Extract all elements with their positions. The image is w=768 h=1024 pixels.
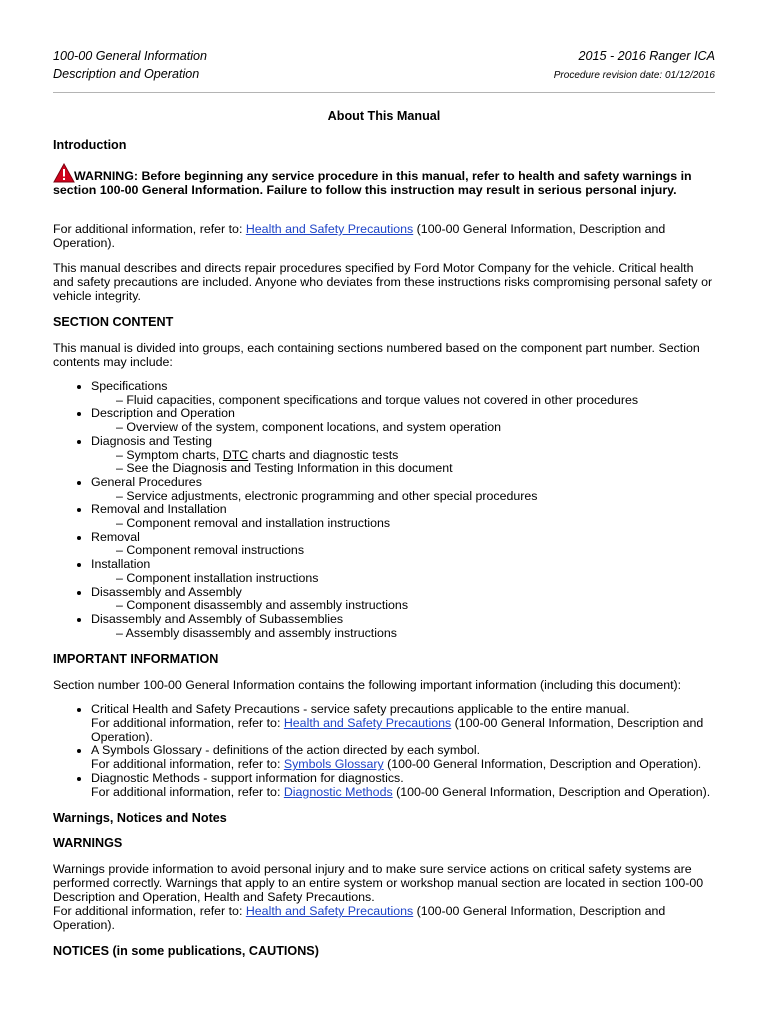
link-symbols-glossary[interactable]: Symbols Glossary xyxy=(283,757,384,772)
group-subitem xyxy=(91,449,715,463)
list-item xyxy=(91,613,715,640)
header-divider xyxy=(53,92,715,93)
group-subitem: – Component installation instructions xyxy=(91,572,715,586)
group-subitem: – Component disassembly and assembly instructions xyxy=(91,599,715,613)
paragraph-section-content: This manual is divided into groups, each containing sections numbered based on the component part number. Section contents may include: xyxy=(53,341,700,369)
section-content-heading: SECTION CONTENT xyxy=(53,315,174,329)
refer-suffix: (100-00 General Information, Description and Operation). xyxy=(53,904,666,933)
link-health-safety-precautions[interactable]: Health and Safety Precautions xyxy=(283,716,452,731)
group-label: Diagnosis and Testing xyxy=(91,433,213,448)
important-item-text: Critical Health and Safety Precautions - service safety precautions applicable to the entire manual. xyxy=(91,702,630,717)
refer-prefix: For additional information, refer to: xyxy=(53,904,246,919)
warnings-notices-notes-heading: Warnings, Notices and Notes xyxy=(53,811,227,826)
group-label: General Procedures xyxy=(91,474,202,489)
warnings-text: Warnings provide information to avoid personal injury and to make sure service actions on critical safety systems are performed correctly. Warnings that apply to an entire system or workshop manual section are located in section 100-00 Description and Operation, Health and Safety Precautions. xyxy=(53,862,704,905)
link-health-safety-precautions[interactable]: Health and Safety Precautions xyxy=(245,222,414,236)
group-subitem: – Overview of the system, component locations, and system operation xyxy=(91,421,715,435)
header-vehicle: 2015 - 2016 Ranger ICA xyxy=(578,49,715,63)
group-label: Disassembly and Assembly xyxy=(91,584,242,599)
group-subitem: – Component removal instructions xyxy=(91,544,715,558)
paragraph-warnings xyxy=(53,862,715,932)
group-label: Disassembly and Assembly of Subassemblies xyxy=(91,611,344,626)
refer-suffix: (100-00 General Information, Description and Operation). xyxy=(392,784,711,799)
groups-list xyxy=(53,380,715,640)
paragraph-additional-info xyxy=(53,222,715,250)
list-item xyxy=(91,703,715,744)
list-item xyxy=(91,407,715,434)
warning-text-line-2: section 100-00 General Information. Failure to follow this instruction may result in serious personal injury. xyxy=(53,183,677,197)
list-item xyxy=(91,476,715,503)
notices-heading: NOTICES (in some publications, CAUTIONS) xyxy=(53,944,319,959)
document-page xyxy=(53,49,715,959)
list-item xyxy=(91,531,715,558)
list-item xyxy=(91,380,715,407)
group-subitem: – Service adjustments, electronic programming and other special procedures xyxy=(91,490,715,504)
header-row-2 xyxy=(53,67,715,85)
refer-suffix: (100-00 General Information, Description and Operation). xyxy=(383,757,702,772)
group-label: Removal and Installation xyxy=(91,502,227,517)
group-label: Specifications xyxy=(91,379,168,393)
group-label: Removal xyxy=(91,529,140,544)
important-information-heading: IMPORTANT INFORMATION xyxy=(53,652,219,667)
list-item xyxy=(91,558,715,585)
link-diagnostic-methods[interactable]: Diagnostic Methods xyxy=(283,784,393,799)
refer-prefix: For additional information, refer to: xyxy=(91,757,284,772)
list-item xyxy=(91,772,715,799)
refer-prefix: For additional information, refer to: xyxy=(91,784,284,799)
list-item xyxy=(91,503,715,530)
paragraph-manual-description: This manual describes and directs repair procedures specified by Ford Motor Company for the vehicle. Critical health and safety precautions are included. Anyone who deviates from these instructions risks compromising personal safety or vehicle integrity. xyxy=(53,261,713,303)
link-health-safety-precautions[interactable]: Health and Safety Precautions xyxy=(245,904,414,919)
group-subitem: – Assembly disassembly and assembly instructions xyxy=(91,627,715,641)
refer-prefix: For additional information, refer to: xyxy=(53,222,246,236)
important-item-text: A Symbols Glossary - definitions of the action directed by each symbol. xyxy=(91,743,481,758)
introduction-heading: Introduction xyxy=(53,138,127,152)
group-label: Description and Operation xyxy=(91,406,235,421)
list-item xyxy=(91,744,715,771)
refer-suffix: (100-00 General Information, Description and Operation). xyxy=(91,716,704,744)
warning-block xyxy=(53,169,715,197)
header-row-1 xyxy=(53,49,715,67)
important-items-list xyxy=(53,703,715,799)
group-subitem-text: Symptom charts, xyxy=(126,447,223,462)
paragraph-important-info: Section number 100-00 General Information contains the following important information (including this document): xyxy=(53,678,682,693)
warnings-heading: WARNINGS xyxy=(53,836,123,851)
page-title: About This Manual xyxy=(327,109,441,123)
group-subitem-text: charts and diagnostic tests xyxy=(248,447,399,462)
list-item xyxy=(91,586,715,613)
group-subitem: – Component removal and installation instructions xyxy=(91,517,715,531)
group-subitem: – See the Diagnosis and Testing Information in this document xyxy=(91,462,715,476)
warning-text-line-1: WARNING: Before beginning any service procedure in this manual, refer to health and safety warnings in xyxy=(74,169,692,183)
header-revision-date: Procedure revision date: 01/12/2016 xyxy=(553,70,715,81)
dtc-abbreviation: DTC xyxy=(222,447,249,462)
header-subsection: Description and Operation xyxy=(53,67,200,81)
refer-suffix: (100-00 General Information, Description and Operation). xyxy=(53,222,666,250)
group-label: Installation xyxy=(91,557,151,572)
warning-triangle-icon xyxy=(53,163,75,183)
group-subitem: – Fluid capacities, component specifications and torque values not covered in other procedures xyxy=(91,394,715,408)
important-item-text: Diagnostic Methods - support information for diagnostics. xyxy=(91,770,404,785)
refer-prefix: For additional information, refer to: xyxy=(91,716,284,731)
header-section: 100-00 General Information xyxy=(53,49,208,63)
list-item xyxy=(91,435,715,476)
